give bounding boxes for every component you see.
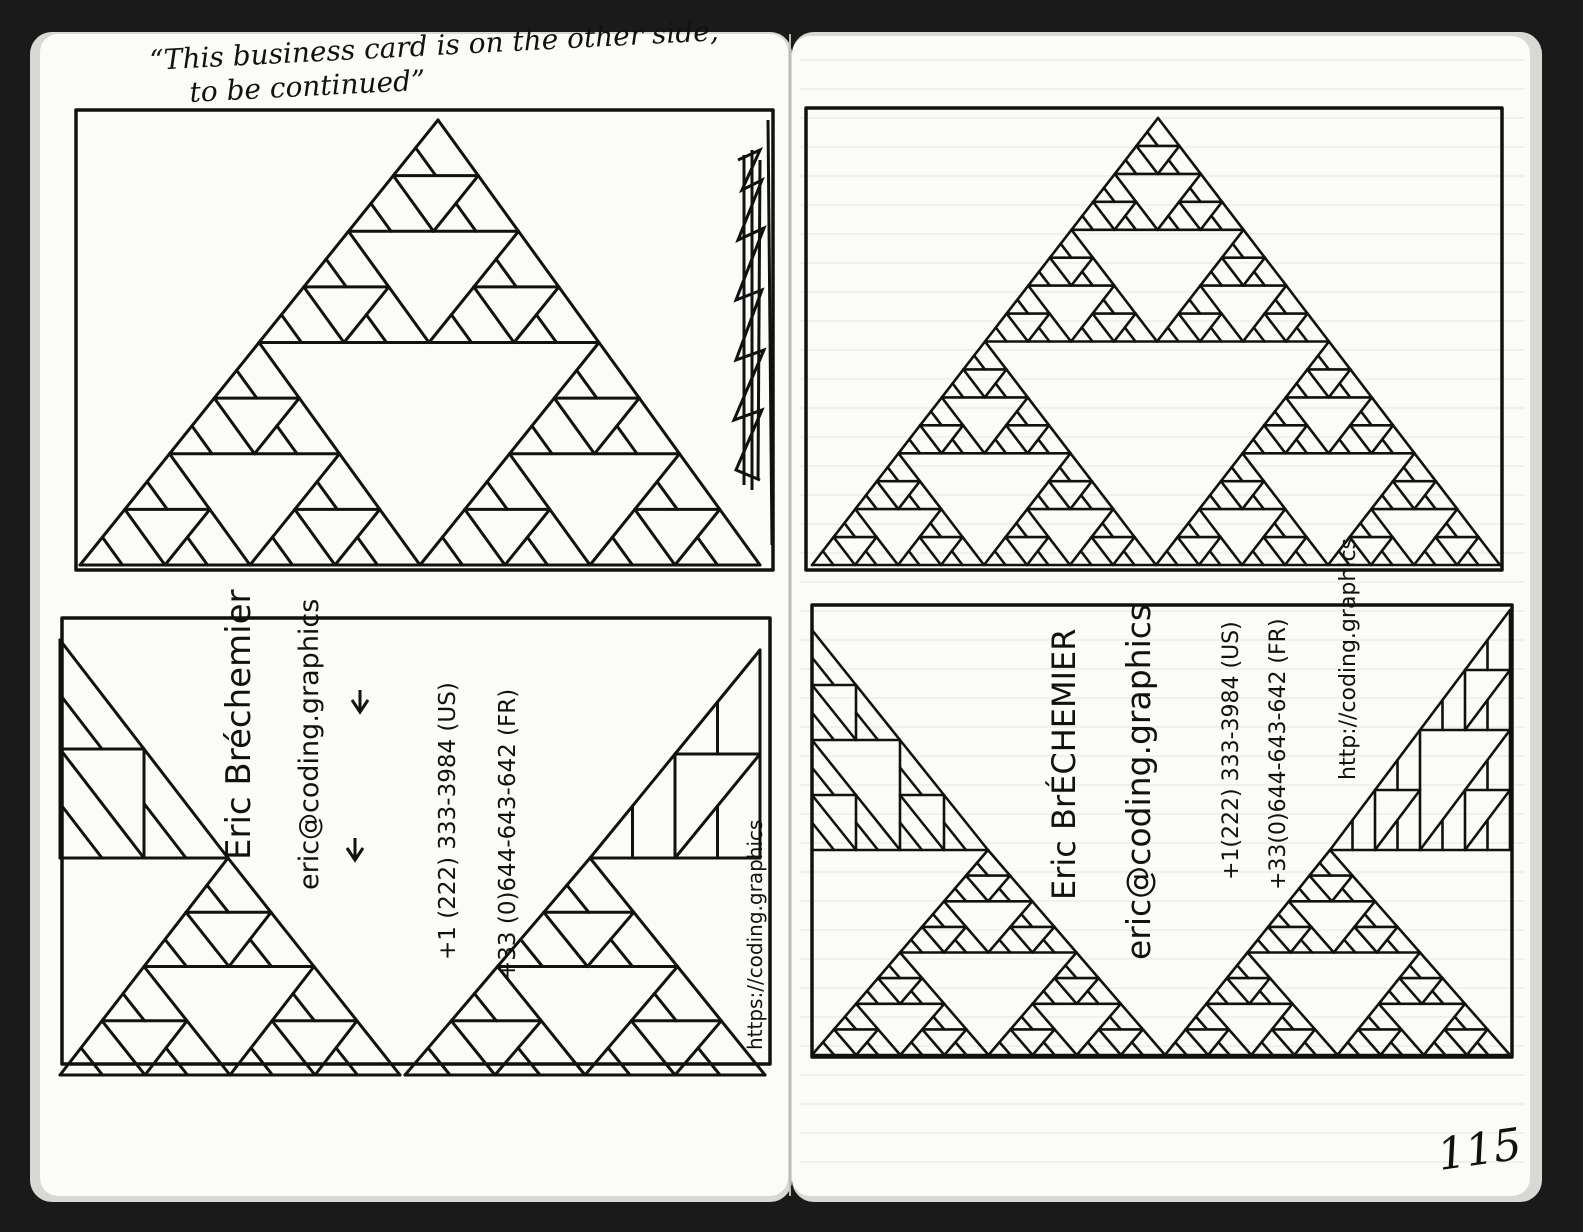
card-name: Eric BrÉCHEMIER	[1045, 628, 1083, 900]
card-phone-fr: +33(0)644-643-642 (FR)	[1266, 618, 1291, 890]
card-url: https://coding.graphics	[743, 819, 767, 1050]
card-phone-fr: +33 (0)644-643-642 (FR)	[495, 688, 521, 980]
header-note-line1: “This business card is on the other side,	[148, 14, 720, 77]
card-email: eric@coding.graphics	[1119, 603, 1158, 960]
card-name: Eric Bréchemier	[219, 589, 259, 860]
card-phone-us: +1(222) 333-3984 (US)	[1219, 621, 1244, 880]
card-phone-us: +1 (222) 333-3984 (US)	[435, 682, 461, 960]
page-number: 115	[1434, 1118, 1525, 1181]
card-url: http://coding.graphics	[1336, 538, 1361, 780]
card-email: eric@coding.graphics	[294, 598, 325, 890]
right-page	[792, 36, 1530, 1196]
header-note-line2: to be continued”	[188, 63, 427, 109]
